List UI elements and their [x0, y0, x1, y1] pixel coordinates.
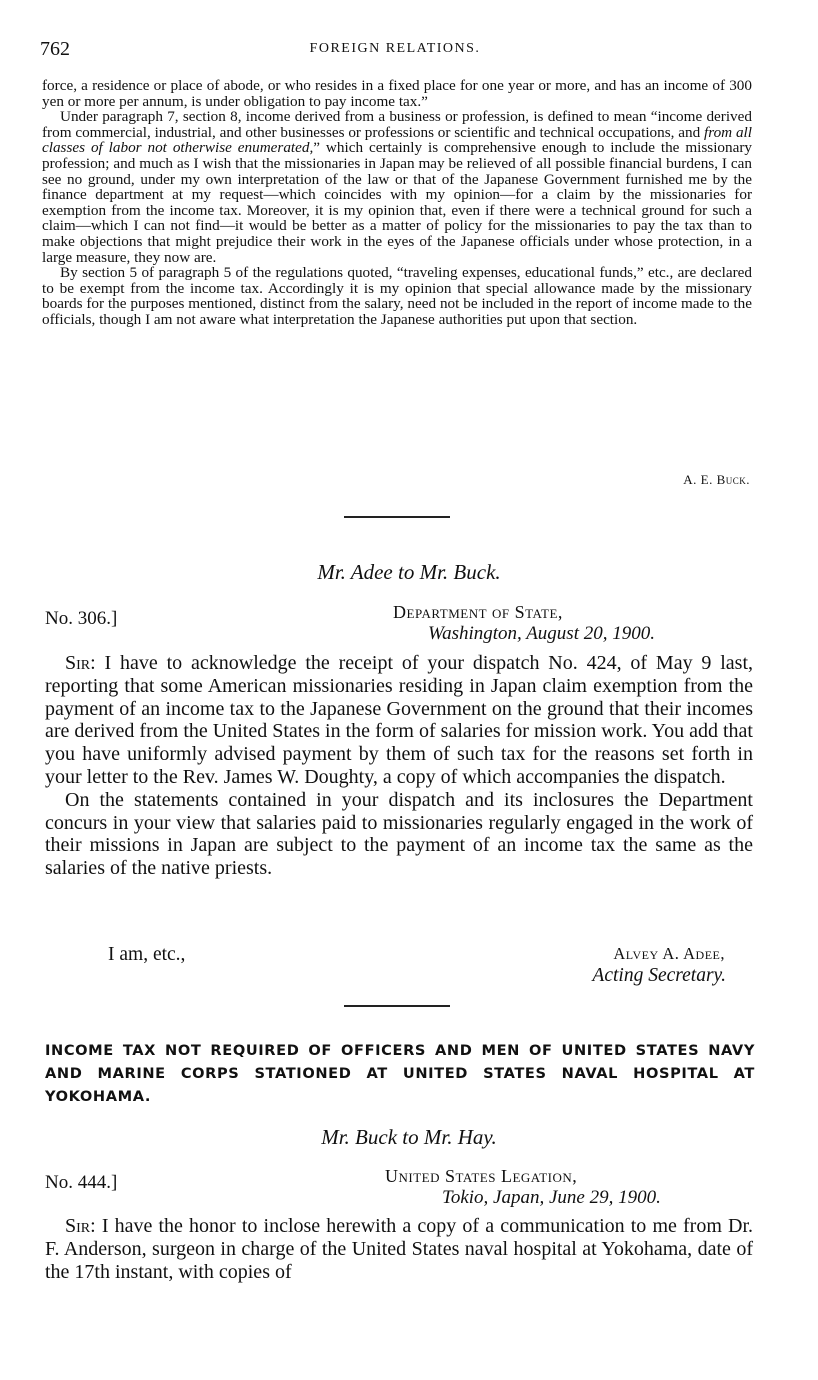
dispatch-number: No. 306.]: [45, 608, 118, 629]
page-number: 762: [40, 38, 70, 60]
body-paragraph: Sir: I have the honor to inclose herewith a copy of a communication to me from Dr. F. Anderson, surgeon in charge of the United States naval hospital at Yokohama, date of the 17th instant, with copies of: [45, 1215, 754, 1283]
salutation: Sir:: [65, 652, 96, 674]
dispatch-number: No. 444.]: [45, 1172, 118, 1193]
body-paragraph: On the statements contained in your dispatch and its inclosures the Department concurs in your view that salaries paid to missionaries regularly engaged in the work of their missions in Japan are subject to the payment of an income tax the same as the salaries of the native priests.: [45, 788, 753, 880]
body-paragraph: Sir: I have to acknowledge the receipt of your dispatch No. 424, of May 9 last, reporting that some American missionaries residing in Japan claim exemption from the payment of an income tax to the Japanese Government on the ground that their incomes are derived from the United States in the form of salaries for mission work. You add that you have uniformly advised payment by them of such tax for the reasons set forth in your letter to the Rev. James W. Doughty, a copy of which accompanies the dispatch.: [45, 652, 754, 788]
letter-title: Mr. Buck to Mr. Hay.: [321, 1125, 497, 1149]
previous-letter-paragraph: Under paragraph 7, section 8, income derived from a business or profession, is defined to mean “income derived from commercial, industrial, and other businesses or professions or scientific and technical occupations, and from all classes of labor not otherwise enumerated,” which certainly is comprehensive enough to include the missionary profession; and much as I wish that the missionaries in Japan may be relieved of all possible financial burdens, I can see no ground, under my own interpretation of the law or that of the Japanese Government furnished me by the finance department at my request—which coincides with my opinion—for a claim by the missionaries for exemption from the income tax. Moreover, it is my opinion that, even if there were a technical ground for such a claim—which I can not find—it would be better as a matter of policy for the missionaries to pay the tax than to make objections that might prejudice their work in the eyes of the Japanese officials under whose protection, in a large measure, they now are.: [42, 108, 752, 266]
section-divider: [344, 516, 450, 518]
signature-buck: A. E. Buck.: [683, 472, 750, 487]
letter-body: [45, 652, 753, 880]
sender-organization: United States Legation,: [385, 1166, 578, 1186]
previous-letter-paragraph: force, a residence or place of abode, or who resides in a fixed place for one year or more, and has an income of 300 yen or more per annum, is under obligation to pay income tax.”: [42, 77, 752, 110]
running-header: [40, 38, 750, 62]
closing: I am, etc.,: [108, 944, 186, 965]
letter-title: Mr. Adee to Mr. Buck.: [317, 560, 501, 584]
sender-organization: Department of State,: [393, 602, 563, 622]
previous-letter-text: [42, 78, 752, 328]
previous-letter-paragraph: By section 5 of paragraph 5 of the regulations quoted, “traveling expenses, educational funds,” etc., are declared to be exempt from the income tax. Accordingly it is my opinion that special allowance made by the missionary boards for the purposes mentioned, distinct from the salary, need not be included in the report of income made to the officials, though I am not aware what interpretation the Japanese authorities put upon that section.: [42, 264, 752, 328]
section-divider: [344, 1005, 450, 1007]
running-title: FOREIGN RELATIONS.: [309, 41, 481, 56]
letter-body: [45, 1215, 753, 1283]
salutation: Sir:: [65, 1215, 96, 1237]
italic-phrase: from all classes of labor not otherwise enumerated,: [42, 123, 752, 157]
place-date: Washington, August 20, 1900.: [428, 623, 655, 644]
place-date: Tokio, Japan, June 29, 1900.: [442, 1187, 661, 1208]
signature-title: Acting Secretary.: [592, 965, 726, 986]
section-heading: INCOME TAX NOT REQUIRED OF OFFICERS AND MEN OF UNITED STATES NAVY AND MARINE CORPS STATIONED AT UNITED STATES NAVAL HOSPITAL AT YOKOHAMA.: [45, 1042, 755, 1105]
signature-adee: Alvey A. Adee,: [613, 944, 725, 963]
